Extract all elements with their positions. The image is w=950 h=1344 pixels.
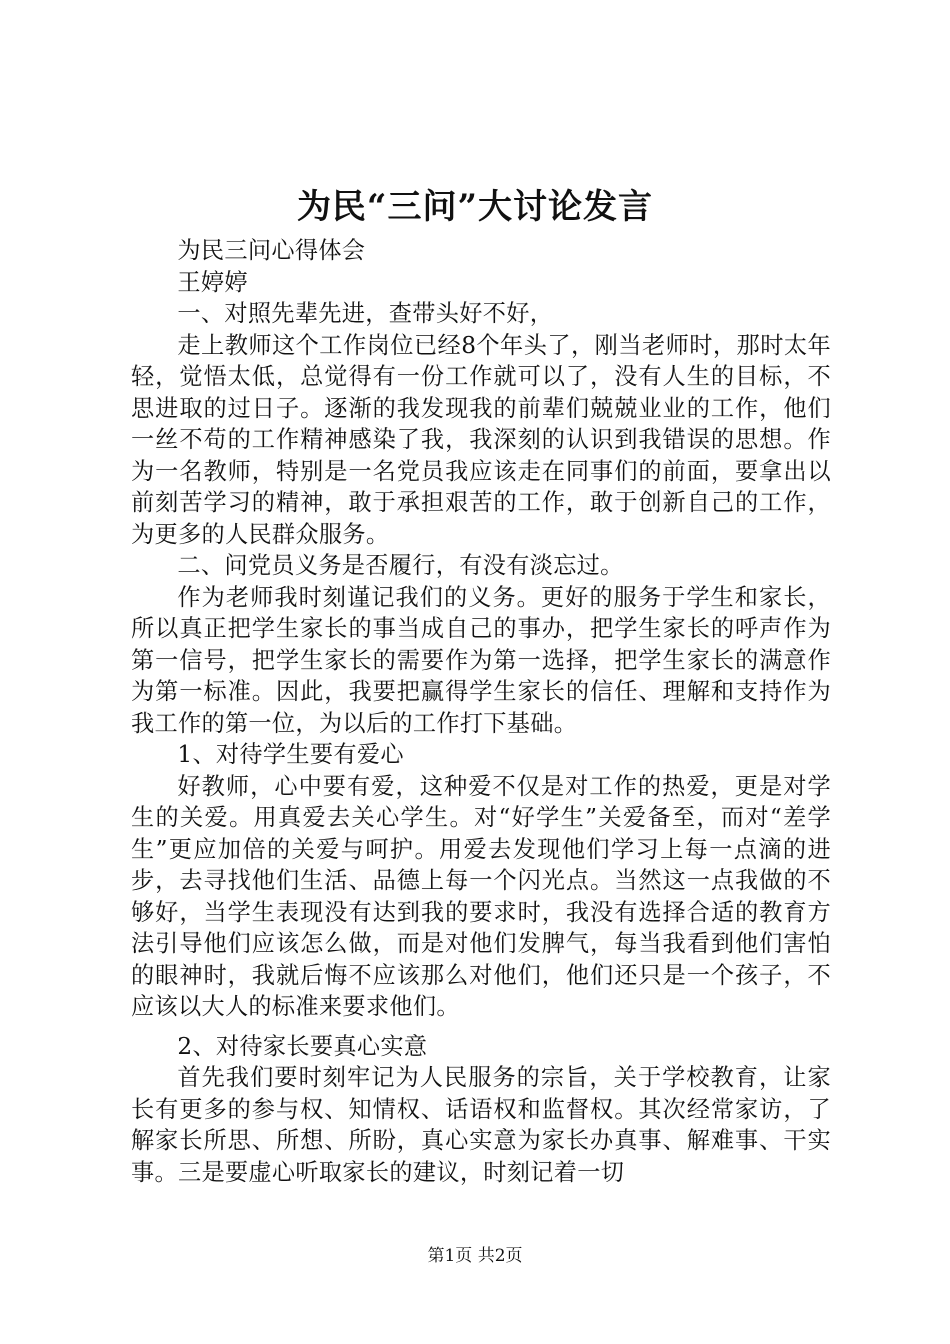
body-paragraph: 首先我们要时刻牢记为人民服务的宗旨，关于学校教育，让家长有更多的参与权、知情权、话语权和监督权。其次经常家访，了解家长所思、所想、所盼，真心实意为家长办真事、解难事、干实事。三是要虚心听取家长的建议，时刻记着一切 xyxy=(131,1064,831,1186)
section-heading-2: 二、问党员义务是否履行，有没有淡忘过。 xyxy=(177,552,624,579)
author-paragraph: 王婷婷 xyxy=(177,268,248,296)
body-paragraph: 作为老师我时刻谨记我们的义务。更好的服务于学生和家长，所以真正把学生家长的事当成自己的事办，把学生家长的呼声作为第一信号，把学生家长的需要作为第一选择，把学生家长的满意作为第一标准。因此，我要把赢得学生家长的信任、理解和支持作为我工作的第一位，为以后的工作打下基础。 xyxy=(131,583,831,737)
page-footer: 第1页 共2页 xyxy=(427,1246,523,1266)
document-body xyxy=(131,235,831,1188)
body-paragraph: 好教师，心中要有爱，这种爱不仅是对工作的热爱，更是对学生的关爱。用真爱去关心学生。对“好学生”关爱备至，而对“差学生”更应加倍的关爱与呵护。用爱去发现他们学习上每一点滴的进步，去寻找他们生活、品德上每一个闪光点。当然这一点我做的不够好，当学生表现没有达到我的要求时，我没有选择合适的教育方法引导他们应该怎么做，而是对他们发脾气，每当我看到他们害怕的眼神时，我就后悔不应该那么对他们，他们还只是一个孩子，不应该以大人的标准来要求他们。 xyxy=(131,772,831,1020)
subtitle-paragraph: 为民三问心得体会 xyxy=(177,237,366,264)
document-title: 为民“三问”大讨论发言 xyxy=(296,187,654,227)
subsection-heading-1: 1、对待学生要有爱心 xyxy=(177,741,404,768)
body-paragraph: 走上教师这个工作岗位已经8个年头了，刚当老师时，那时太年轻，觉悟太低，总觉得有一份工作就可以了，没有人生的目标，不思进取的过日子。逐渐的我发现我的前辈们兢兢业业的工作，他们一丝不苟的工作精神感染了我，我深刻的认识到我错误的思想。作为一名教师，特别是一名党员我应该走在同事们的前面，要拿出以前刻苦学习的精神，敢于承担艰苦的工作，敢于创新自己的工作，为更多的人民群众服务。 xyxy=(131,331,831,548)
subsection-heading-2: 2、对待家长要真心实意 xyxy=(177,1032,428,1060)
section-heading-1: 一、对照先辈先进，查带头好不好， xyxy=(177,300,554,327)
